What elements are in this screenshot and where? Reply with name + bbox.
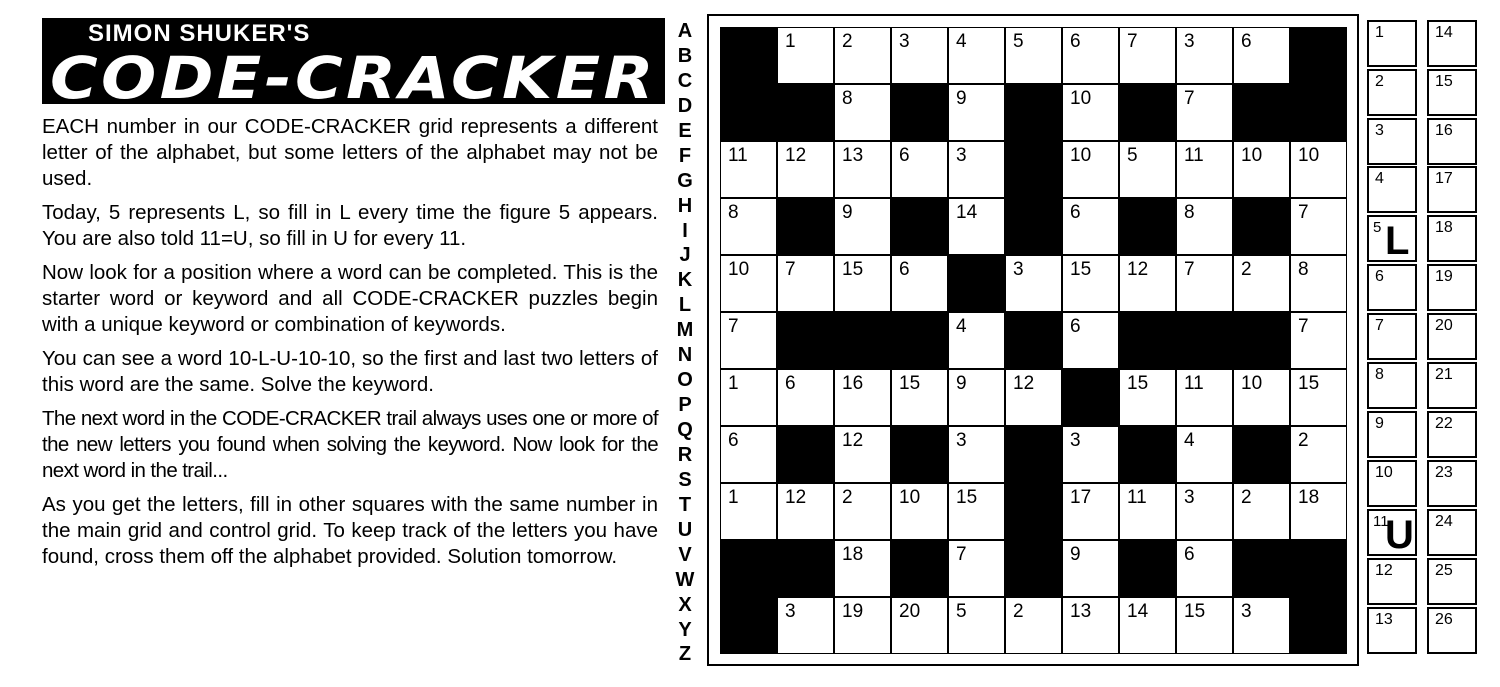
logo-title: CODE-CRACKER (50, 44, 657, 104)
grid-cell[interactable] (1119, 369, 1176, 426)
grid-cell[interactable] (1233, 27, 1290, 84)
grid-cell[interactable] (1176, 141, 1233, 198)
instruction-paragraph: Today, 5 represents L, so fill in L every time the figure 5 appears. You are also told 11=U, so fill in U for every 11. (42, 201, 658, 250)
grid-cell[interactable] (948, 84, 1005, 141)
control-number: 3 (1375, 122, 1384, 139)
cell-number: 10 (899, 487, 921, 508)
black-square (1005, 84, 1062, 141)
grid-cell[interactable] (720, 426, 777, 483)
alphabet-letter[interactable]: J (679, 244, 691, 267)
control-number: 5 (1373, 219, 1382, 236)
alphabet-letter[interactable]: D (677, 94, 693, 117)
cell-number: 11 (1184, 145, 1204, 166)
control-cell[interactable] (1427, 558, 1477, 605)
black-square (1176, 312, 1233, 369)
alphabet-letter[interactable]: S (678, 468, 692, 491)
grid-cell[interactable] (1119, 141, 1176, 198)
grid-cell[interactable] (1062, 597, 1119, 654)
grid-cell[interactable] (1290, 141, 1347, 198)
control-cell[interactable] (1427, 215, 1477, 262)
cell-number: 13 (1070, 601, 1092, 622)
black-square (1005, 426, 1062, 483)
control-number: 7 (1375, 317, 1384, 334)
cell-number: 10 (1298, 145, 1320, 166)
cell-number: 17 (1070, 487, 1092, 508)
grid-cell[interactable] (1233, 369, 1290, 426)
grid-cell[interactable] (1062, 255, 1119, 312)
alphabet-letter[interactable]: W (675, 568, 695, 591)
grid-cell[interactable] (948, 426, 1005, 483)
black-square (834, 312, 891, 369)
instruction-paragraph: The next word in the CODE-CRACKER trail always uses one or more of the new letters you found when solving the keyword. Now look for the next word in the trail... (42, 407, 658, 482)
control-number: 4 (1375, 170, 1384, 187)
black-square (1290, 27, 1347, 84)
grid-cell[interactable] (1005, 369, 1062, 426)
grid-cell[interactable] (834, 597, 891, 654)
black-square (891, 426, 948, 483)
cell-number: 9 (1070, 544, 1081, 565)
cell-number: 3 (956, 145, 967, 166)
grid-cell[interactable] (1062, 141, 1119, 198)
control-cell[interactable] (1367, 69, 1417, 116)
control-cell[interactable] (1367, 607, 1417, 654)
black-square (1290, 540, 1347, 597)
cell-number: 12 (842, 430, 864, 451)
grid-cell[interactable] (777, 141, 834, 198)
grid-cell[interactable] (720, 312, 777, 369)
alphabet-letter[interactable]: I (682, 219, 688, 242)
grid-cell[interactable] (948, 540, 1005, 597)
control-cell[interactable] (1427, 411, 1477, 458)
cell-number: 7 (1184, 88, 1195, 109)
grid-cell[interactable] (834, 198, 891, 255)
grid-cell[interactable] (834, 483, 891, 540)
grid-cell[interactable] (777, 369, 834, 426)
cell-number: 6 (899, 259, 910, 280)
grid-cell[interactable] (834, 255, 891, 312)
cell-number: 7 (785, 259, 796, 280)
grid-cell[interactable] (1176, 483, 1233, 540)
control-number: 9 (1375, 415, 1384, 432)
cell-number: 5 (1013, 31, 1024, 52)
logo-byline: SIMON SHUKER'S (88, 20, 311, 47)
control-cell[interactable] (1367, 20, 1417, 67)
grid-cell[interactable] (948, 483, 1005, 540)
alphabet-letter[interactable]: E (678, 119, 692, 142)
cell-number: 7 (1184, 259, 1195, 280)
grid-cell[interactable] (1119, 27, 1176, 84)
black-square (720, 540, 777, 597)
grid-cell[interactable] (891, 369, 948, 426)
cell-number: 6 (1070, 316, 1081, 337)
control-number: 20 (1435, 317, 1453, 334)
black-square (1233, 312, 1290, 369)
grid-cell[interactable] (720, 369, 777, 426)
alphabet-letter[interactable]: G (677, 169, 693, 192)
black-square (777, 312, 834, 369)
control-number: 8 (1375, 366, 1384, 383)
control-cell[interactable] (1367, 118, 1417, 165)
black-square (777, 198, 834, 255)
black-square (891, 312, 948, 369)
cell-number: 2 (1241, 487, 1252, 508)
grid-cell[interactable] (1290, 369, 1347, 426)
instruction-paragraph: EACH number in our CODE-CRACKER grid represents a different letter of the alphabet, but some letters of the alphabet may not be used. (42, 115, 658, 190)
control-number: 26 (1435, 611, 1453, 628)
cell-number: 16 (842, 373, 864, 394)
cell-number: 10 (1070, 145, 1092, 166)
grid-cell[interactable] (1290, 426, 1347, 483)
cell-number: 19 (842, 601, 864, 622)
control-number: 6 (1375, 268, 1384, 285)
cell-number: 3 (1184, 487, 1195, 508)
grid-cell[interactable] (1176, 597, 1233, 654)
cell-number: 8 (728, 202, 739, 223)
cell-number: 6 (728, 430, 739, 451)
alphabet-letter[interactable]: Q (677, 419, 693, 441)
black-square (1119, 540, 1176, 597)
cell-number: 11 (1127, 487, 1147, 508)
control-number: 13 (1375, 611, 1393, 628)
control-cell[interactable] (1427, 460, 1477, 507)
grid-cell[interactable] (948, 27, 1005, 84)
control-cell[interactable] (1427, 118, 1477, 165)
cell-number: 1 (785, 31, 796, 52)
alphabet-letter[interactable]: Z (678, 643, 692, 666)
control-cell[interactable] (1367, 362, 1417, 409)
grid-cell[interactable] (834, 27, 891, 84)
grid-cell[interactable] (834, 369, 891, 426)
grid-cell[interactable] (720, 255, 777, 312)
cell-number: 7 (956, 544, 967, 565)
control-cell[interactable] (1427, 362, 1477, 409)
alphabet-letter[interactable]: L (678, 294, 692, 317)
black-square (720, 597, 777, 654)
cell-number: 15 (956, 487, 978, 508)
puzzle-logo (42, 18, 665, 104)
cell-number: 18 (842, 544, 864, 565)
grid-cell[interactable] (1176, 84, 1233, 141)
control-cell[interactable] (1367, 558, 1417, 605)
control-cell[interactable] (1367, 166, 1417, 213)
cell-number: 3 (1184, 31, 1195, 52)
control-number: 21 (1435, 366, 1453, 383)
cell-number: 3 (1013, 259, 1024, 280)
control-cell[interactable] (1367, 215, 1417, 262)
black-square (891, 198, 948, 255)
black-square (1005, 312, 1062, 369)
grid-cell[interactable] (1290, 198, 1347, 255)
cell-number: 2 (842, 487, 853, 508)
control-number: 14 (1435, 24, 1453, 41)
control-cell[interactable] (1427, 20, 1477, 67)
control-cell[interactable] (1427, 69, 1477, 116)
control-number: 25 (1435, 562, 1453, 579)
control-number: 19 (1435, 268, 1453, 285)
control-number: 12 (1375, 562, 1393, 579)
black-square (1290, 597, 1347, 654)
grid-cell[interactable] (948, 597, 1005, 654)
cell-number: 2 (1298, 430, 1309, 451)
alphabet-letter[interactable]: X (678, 593, 692, 616)
control-cell[interactable] (1367, 509, 1417, 556)
control-cell[interactable] (1427, 166, 1477, 213)
grid-cell[interactable] (777, 255, 834, 312)
solved-letter: L (1385, 219, 1410, 263)
cell-number: 6 (899, 145, 910, 166)
cell-number: 6 (1184, 544, 1195, 565)
control-cell[interactable] (1427, 264, 1477, 311)
grid-cell[interactable] (1176, 369, 1233, 426)
grid-cell[interactable] (948, 312, 1005, 369)
black-square (1005, 198, 1062, 255)
grid-cell[interactable] (720, 198, 777, 255)
control-number: 2 (1375, 73, 1384, 90)
black-square (1005, 483, 1062, 540)
black-square (1119, 84, 1176, 141)
grid-cell[interactable] (1233, 141, 1290, 198)
cell-number: 14 (956, 202, 978, 223)
alphabet-letter[interactable]: Y (678, 618, 692, 641)
grid-cell[interactable] (777, 597, 834, 654)
grid-cell[interactable] (891, 141, 948, 198)
cell-number: 15 (1184, 601, 1206, 622)
cell-number: 15 (842, 259, 864, 280)
grid-cell[interactable] (1005, 27, 1062, 84)
black-square (891, 84, 948, 141)
grid-cell[interactable] (1176, 540, 1233, 597)
cell-number: 12 (785, 145, 807, 166)
grid-cell[interactable] (834, 84, 891, 141)
instruction-paragraph: As you get the letters, fill in other squares with the same number in the main grid and control grid. To keep track of the letters you have found, cross them off the alphabet provided. Solution tomorrow. (42, 493, 658, 568)
cell-number: 8 (842, 88, 853, 109)
cell-number: 11 (728, 145, 748, 166)
alphabet-list (674, 19, 696, 667)
cell-number: 18 (1298, 487, 1320, 508)
cell-number: 3 (899, 31, 910, 52)
instructions (42, 114, 658, 578)
cell-number: 1 (728, 373, 739, 394)
grid-cell[interactable] (891, 27, 948, 84)
cell-number: 15 (1298, 373, 1320, 394)
grid-cell[interactable] (834, 141, 891, 198)
grid-cell[interactable] (891, 255, 948, 312)
control-number: 10 (1375, 464, 1393, 481)
alphabet-letter[interactable]: H (677, 194, 693, 217)
alphabet-letter[interactable]: R (677, 443, 693, 466)
alphabet-letter[interactable]: B (677, 44, 693, 67)
grid-cell[interactable] (891, 597, 948, 654)
grid-cell[interactable] (834, 540, 891, 597)
black-square (948, 255, 1005, 312)
grid-cell[interactable] (777, 483, 834, 540)
control-number: 15 (1435, 73, 1453, 90)
grid-cell[interactable] (1119, 255, 1176, 312)
cell-number: 10 (1241, 373, 1263, 394)
cell-number: 8 (1184, 202, 1195, 223)
cell-number: 10 (728, 259, 750, 280)
grid-cell[interactable] (1062, 483, 1119, 540)
solved-letter: U (1385, 513, 1414, 557)
grid-cell[interactable] (1290, 312, 1347, 369)
alphabet-letter[interactable]: A (677, 20, 693, 42)
grid-cell[interactable] (1176, 198, 1233, 255)
grid-cell[interactable] (948, 369, 1005, 426)
control-number: 17 (1435, 170, 1453, 187)
grid-cell[interactable] (1062, 312, 1119, 369)
black-square (1233, 84, 1290, 141)
control-cell[interactable] (1367, 264, 1417, 311)
cell-number: 2 (842, 31, 853, 52)
alphabet-letter[interactable]: N (677, 344, 693, 367)
grid-cell[interactable] (1062, 27, 1119, 84)
black-square (777, 426, 834, 483)
grid-cell[interactable] (1233, 483, 1290, 540)
cell-number: 10 (1070, 88, 1092, 109)
grid-cell[interactable] (720, 141, 777, 198)
black-square (891, 540, 948, 597)
black-square (720, 27, 777, 84)
black-square (1005, 141, 1062, 198)
cell-number: 6 (785, 373, 796, 394)
grid-cell[interactable] (1005, 255, 1062, 312)
grid-cell[interactable] (1176, 27, 1233, 84)
cell-number: 3 (1070, 430, 1081, 451)
grid-cell[interactable] (1233, 597, 1290, 654)
black-square (720, 84, 777, 141)
alphabet-letter[interactable]: F (678, 144, 692, 167)
cell-number: 15 (1127, 373, 1149, 394)
cell-number: 14 (1127, 601, 1149, 622)
control-number: 18 (1435, 219, 1453, 236)
grid-cell[interactable] (1062, 198, 1119, 255)
cell-number: 7 (1127, 31, 1138, 52)
instruction-paragraph: You can see a word 10-L-U-10-10, so the first and last two letters of this word are the same. Solve the keyword. (42, 347, 658, 396)
black-square (777, 540, 834, 597)
alphabet-letter[interactable]: M (676, 319, 694, 342)
control-cell[interactable] (1427, 607, 1477, 654)
control-number: 24 (1435, 513, 1453, 530)
black-square (1062, 369, 1119, 426)
grid-cell[interactable] (948, 141, 1005, 198)
control-number: 1 (1375, 24, 1384, 41)
grid-cell[interactable] (1290, 483, 1347, 540)
main-grid (720, 27, 1347, 654)
alphabet-letter[interactable]: O (677, 369, 693, 392)
grid-cell[interactable] (1176, 255, 1233, 312)
grid-cell[interactable] (1290, 255, 1347, 312)
black-square (1005, 540, 1062, 597)
alphabet-letter[interactable]: C (677, 69, 693, 92)
cell-number: 2 (1013, 601, 1024, 622)
control-number: 11 (1373, 513, 1389, 530)
black-square (1233, 540, 1290, 597)
control-cell[interactable] (1427, 313, 1477, 360)
black-square (1233, 426, 1290, 483)
cell-number: 3 (1241, 601, 1252, 622)
grid-cell[interactable] (777, 27, 834, 84)
black-square (1119, 312, 1176, 369)
control-cell[interactable] (1367, 313, 1417, 360)
control-cell[interactable] (1427, 509, 1477, 556)
cell-number: 4 (956, 31, 967, 52)
control-cell[interactable] (1367, 411, 1417, 458)
grid-cell[interactable] (891, 483, 948, 540)
grid-cell[interactable] (1176, 426, 1233, 483)
grid-cell[interactable] (720, 483, 777, 540)
cell-number: 5 (956, 601, 967, 622)
cell-number: 7 (1298, 316, 1309, 337)
cell-number: 11 (1184, 373, 1204, 394)
black-square (777, 84, 834, 141)
alphabet-letter[interactable]: U (677, 518, 693, 541)
grid-cell[interactable] (834, 426, 891, 483)
grid-cell[interactable] (1062, 84, 1119, 141)
cell-number: 1 (728, 487, 739, 508)
black-square (1119, 198, 1176, 255)
control-number: 16 (1435, 122, 1453, 139)
black-square (1233, 198, 1290, 255)
cell-number: 4 (1184, 430, 1195, 451)
cell-number: 5 (1127, 145, 1138, 166)
cell-number: 7 (728, 316, 739, 337)
grid-cell[interactable] (948, 198, 1005, 255)
alphabet-letter[interactable]: P (678, 394, 692, 417)
black-square (1290, 84, 1347, 141)
cell-number: 12 (1127, 259, 1149, 280)
cell-number: 9 (956, 88, 967, 109)
cell-number: 9 (956, 373, 967, 394)
instruction-paragraph: Now look for a position where a word can be completed. This is the starter word or keyword and all CODE-CRACKER puzzles begin with a unique keyword or combination of keywords. (42, 261, 658, 336)
alphabet-letter[interactable]: V (678, 543, 692, 566)
black-square (1119, 426, 1176, 483)
cell-number: 12 (1013, 373, 1035, 394)
cell-number: 20 (899, 601, 921, 622)
grid-cell[interactable] (1005, 597, 1062, 654)
cell-number: 15 (899, 373, 921, 394)
cell-number: 15 (1070, 259, 1092, 280)
cell-number: 12 (785, 487, 807, 508)
control-number: 23 (1435, 464, 1453, 481)
cell-number: 6 (1070, 202, 1081, 223)
cell-number: 6 (1070, 31, 1081, 52)
grid-cell[interactable] (1062, 540, 1119, 597)
cell-number: 3 (956, 430, 967, 451)
grid-cell[interactable] (1062, 426, 1119, 483)
cell-number: 9 (842, 202, 853, 223)
control-cell[interactable] (1367, 460, 1417, 507)
cell-number: 4 (956, 316, 967, 337)
grid-cell[interactable] (1233, 255, 1290, 312)
cell-number: 10 (1241, 145, 1263, 166)
cell-number: 2 (1241, 259, 1252, 280)
grid-cell[interactable] (1119, 483, 1176, 540)
cell-number: 6 (1241, 31, 1252, 52)
cell-number: 3 (785, 601, 796, 622)
grid-cell[interactable] (1119, 597, 1176, 654)
cell-number: 7 (1298, 202, 1309, 223)
cell-number: 13 (842, 145, 864, 166)
cell-number: 8 (1298, 259, 1309, 280)
alphabet-letter[interactable]: K (677, 269, 693, 292)
control-number: 22 (1435, 415, 1453, 432)
alphabet-letter[interactable]: T (678, 493, 692, 516)
